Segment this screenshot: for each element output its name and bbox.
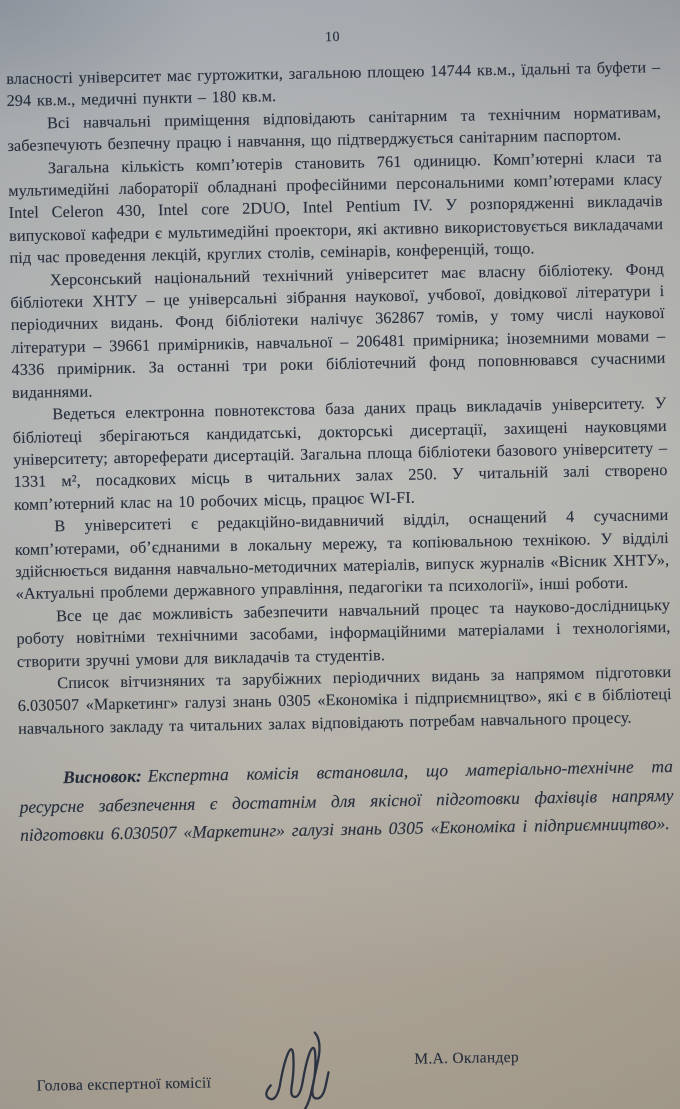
body-paragraph: Херсонський національний технічний університет має власну бібліотеку. Фонд бібліотеки ХНТУ – це універсальні зібрання наукової, учбової, довідкової літератури і періодичних видань. Фонд бібліотеки налічує 362867 томів, у тому числі наукової літератури – 39661 примірників, навчальної – 206481 примірника; іноземними мовами – 4336 примірник. За останні три роки бібліотечний фонд поповнювався сучасними виданнями. <box>10 259 666 402</box>
body-paragraph: В університеті є редакційно-видавничий відділ, оснащений 4 сучасними комп’ютерами, об’єднаними в локальну мережу, та копіювальною технікою. У відділі здійснюється видання навчально-методичних матеріалів, випуск журналів «Вісник ХНТУ», «Актуальні проблеми державного управління, педагогіки та психології», інші роботи. <box>14 506 670 604</box>
signer-name: М.А. Окландер <box>414 1048 520 1068</box>
page-number: 10 <box>324 29 341 46</box>
body-paragraph: власності університет має гуртожитки, загальною площею 14744 кв.м., їдальні та буфети – 294 кв.м., медичні пункти – 180 кв.м. <box>6 58 661 111</box>
body-paragraph: Все це дає можливість забезпечити навчальний процес та науково-дослідницьку роботу новітніми технічними засобами, інформаційними матеріалами і технологіями, створити зручні умови для викладачів та студентів. <box>16 595 671 671</box>
body-paragraph: Всі навчальні приміщення відповідають санітарним та технічним нормативам, забезпечують безпечну працю і навчання, що підтверджується санітарним паспортом. <box>7 102 662 156</box>
body-paragraph: Загальна кількість комп’ютерів становить 761 одиницю. Комп’ютерні класи та мультимедійні лабораторії обладнані професійними персональними комп’ютерами класу Intel Celeron 430, Intel core 2DUO, Intel Pentium IV. У розпорядженні викладачів випускової кафедри є мультимедійні проектори, які активно використовується викладачами під час проведення лекцій, круглих столів, семінарів, конференцій, тощо. <box>8 147 664 268</box>
body-paragraph: Ведеться електронна повнотекстова база даних праць викладачів університету. У бібліотеці зберігаються кандидатські, докторські дисертації, захищені науковцями університету; автореферати дисертацій. Загальна площа бібліотеки базового університету – 1331 м², посадкових місць в читальних залах 250. У читальній залі створено комп’ютерний клас на 10 робочих місць, працює WI-FI. <box>12 394 668 514</box>
document-body <box>6 56 672 740</box>
body-paragraph: Список вітчизняних та зарубіжних періодичних видань за напрямом підготовки 6.030507 «Маркетинг» галузі знань 0305 «Економіка і підприємництво», які є в бібліотеці навчального закладу та читальних залах відповідають потребам навчального процесу. <box>17 662 672 738</box>
signer-role-title: Голова експертної комісії <box>36 1074 212 1095</box>
handwritten-signature-icon <box>260 1022 342 1109</box>
conclusion-label: Висновок: <box>62 765 142 788</box>
conclusion-paragraph <box>19 752 674 849</box>
conclusion-text: Експертна комісія встановила, що матеріально-технічне та ресурсне забезпечення є достатнім для якісної підготовки фахівців напряму підготовки 6.030507 «Маркетинг» галузі знань 0305 «Економіка і підприємництво». <box>19 756 674 846</box>
